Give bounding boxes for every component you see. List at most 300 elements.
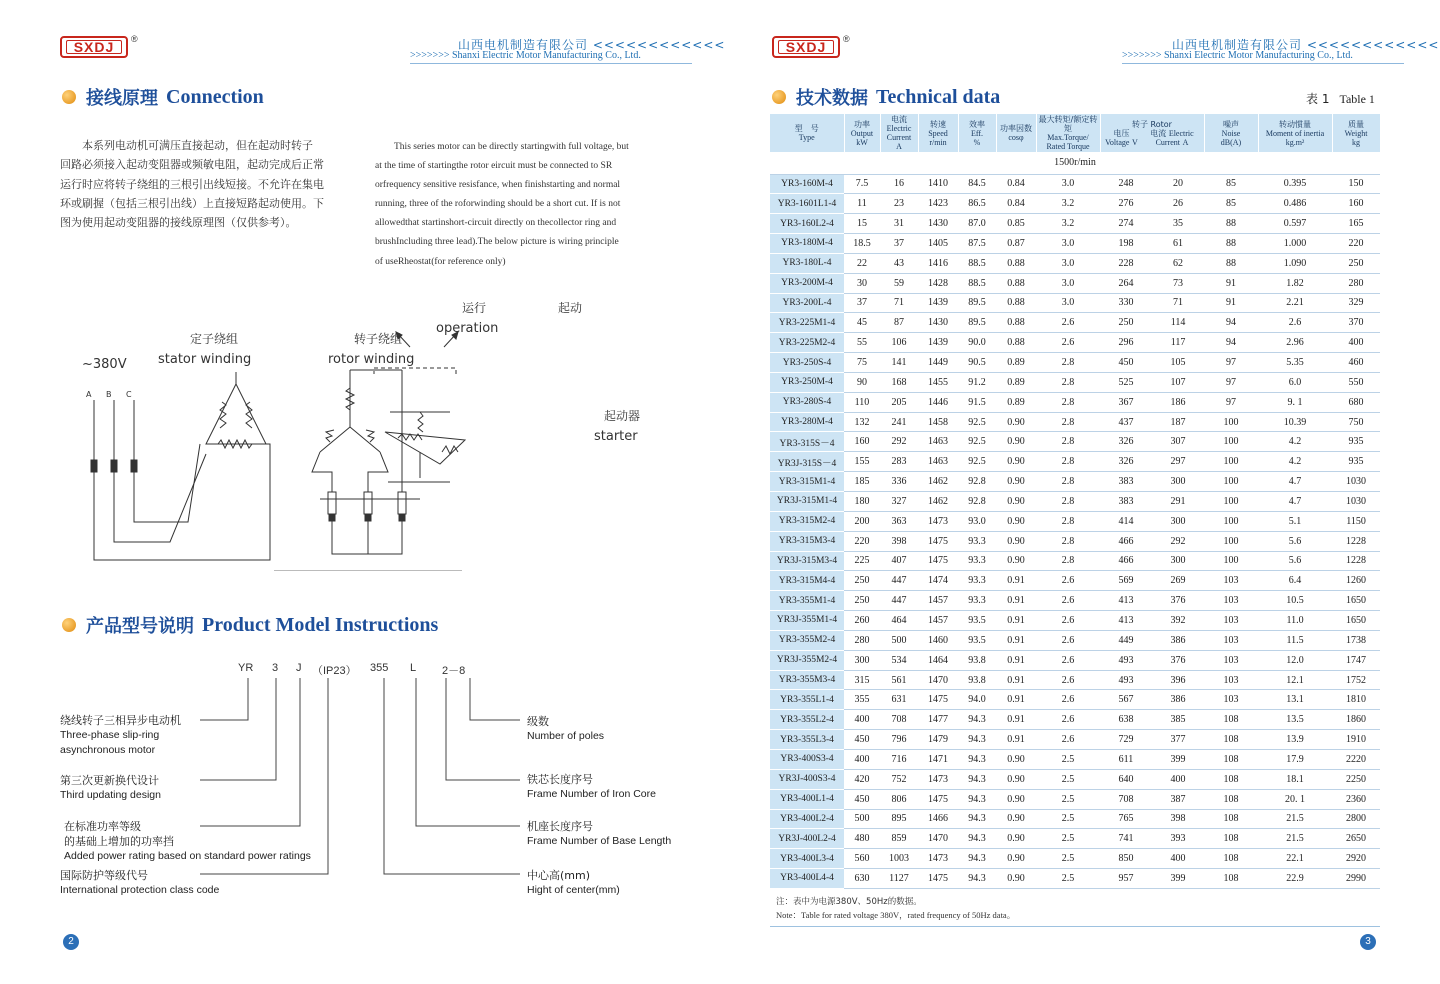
table-cell: 0.84 <box>996 194 1036 214</box>
table-cell: 3.2 <box>1036 214 1100 234</box>
table-cell: 450 <box>1100 353 1152 373</box>
table-cell: 1479 <box>918 730 958 750</box>
table-cell: 274 <box>1100 214 1152 234</box>
table-cell: 45 <box>844 313 880 333</box>
table-cell: 385 <box>1152 710 1204 730</box>
table-row <box>770 551 1380 571</box>
table-cell: 0.89 <box>996 372 1036 392</box>
table-row <box>770 630 1380 650</box>
table-cell: 407 <box>880 551 918 571</box>
table-cell: 31 <box>880 214 918 234</box>
table-cell: 300 <box>1152 511 1204 531</box>
label-power-rating: 在标准功率等级 的基础上增加的功率挡 Added power rating based on standard power ratings <box>64 820 311 862</box>
table-cell: 94.3 <box>958 730 996 750</box>
table-cell: 307 <box>1152 432 1204 452</box>
table-cell: 0.90 <box>996 492 1036 512</box>
page-number: 3 <box>1360 934 1376 950</box>
table-cell: 9. 1 <box>1258 392 1332 412</box>
table-cell: 0.90 <box>996 412 1036 432</box>
table-cell: 91.5 <box>958 392 996 412</box>
table-cell: 413 <box>1100 611 1152 631</box>
table-cell: 376 <box>1152 591 1204 611</box>
table-cell: 1460 <box>918 630 958 650</box>
table-cell: 1457 <box>918 611 958 631</box>
table-cell: 0.90 <box>996 531 1036 551</box>
table-cell: 383 <box>1100 492 1152 512</box>
table-row <box>770 611 1380 631</box>
table-cell: 198 <box>1100 234 1152 254</box>
table-cell: 7.5 <box>844 174 880 194</box>
table-cell: 2650 <box>1332 829 1380 849</box>
table-cell: 20 <box>1152 174 1204 194</box>
table-cell: 1477 <box>918 710 958 730</box>
technical-data-table <box>770 114 1381 889</box>
table-cell: 2.6 <box>1036 730 1100 750</box>
table-cell: 23 <box>880 194 918 214</box>
connection-heading: 接线原理 Connection <box>62 84 264 110</box>
table-cell: 92.5 <box>958 452 996 472</box>
table-cell: 2.8 <box>1036 353 1100 373</box>
table-cell: 1474 <box>918 571 958 591</box>
table-cell: 0.91 <box>996 650 1036 670</box>
table-cell: 187 <box>1152 412 1204 432</box>
table-cell: 400 <box>844 749 880 769</box>
col-rotor: 转子 Rotor 电压 Voltage V 电流 Electric Current A <box>1100 114 1204 152</box>
table-cell: 2.8 <box>1036 372 1100 392</box>
table-cell: 2800 <box>1332 809 1380 829</box>
table-cell: 114 <box>1152 313 1204 333</box>
table-row <box>770 214 1380 234</box>
table-cell: 160 <box>1332 194 1380 214</box>
table-cell: 90.5 <box>958 353 996 373</box>
table-cell: 108 <box>1204 829 1258 849</box>
table-cell: 1446 <box>918 392 958 412</box>
table-cell: 0.88 <box>996 313 1036 333</box>
table-cell: 1473 <box>918 849 958 869</box>
table-row <box>770 234 1380 254</box>
table-cell: 94 <box>1204 313 1258 333</box>
table-cell: 1410 <box>918 174 958 194</box>
table-cell: 17.9 <box>1258 749 1332 769</box>
table-cell: 525 <box>1100 372 1152 392</box>
table-row <box>770 472 1380 492</box>
table-cell: 91 <box>1204 293 1258 313</box>
table-cell: 93.3 <box>958 551 996 571</box>
table-cell: 92.8 <box>958 492 996 512</box>
cell-type: YR3-355M1-4 <box>770 591 844 611</box>
table-cell: 1752 <box>1332 670 1380 690</box>
table-row <box>770 452 1380 472</box>
table-cell: 93.8 <box>958 670 996 690</box>
table-row <box>770 749 1380 769</box>
table-cell: 2.8 <box>1036 412 1100 432</box>
technical-data-heading: 技术数据 Technical data <box>772 84 1000 110</box>
cell-type: YR3-355L2-4 <box>770 710 844 730</box>
table-cell: 2.8 <box>1036 492 1100 512</box>
table-cell: 91 <box>1204 273 1258 293</box>
table-cell: 1475 <box>918 551 958 571</box>
table-cell: 1462 <box>918 492 958 512</box>
table-cell: 0.89 <box>996 392 1036 412</box>
cell-type: YR3J-355M1-4 <box>770 611 844 631</box>
table-cell: 200 <box>844 511 880 531</box>
col-output: 功率 Output kW <box>844 114 880 152</box>
cell-type: YR3-355M3-4 <box>770 670 844 690</box>
svg-text:起动器: 起动器 <box>604 409 641 423</box>
cell-type: YR3-315M1-4 <box>770 472 844 492</box>
cell-type: YR3-200L-4 <box>770 293 844 313</box>
table-cell: 1228 <box>1332 531 1380 551</box>
table-cell: 399 <box>1152 869 1204 889</box>
table-note: 注：表中为电源380V、50Hz的数据。 Note：Table for rated voltage 380V，rated frequency of 50Hz data。 <box>776 897 1016 920</box>
table-cell: 94.0 <box>958 690 996 710</box>
cell-type: YR3-400S3-4 <box>770 749 844 769</box>
table-cell: 108 <box>1204 849 1258 869</box>
table-cell: 105 <box>1152 353 1204 373</box>
table-header-row <box>770 114 1380 152</box>
cell-type: YR3-250S-4 <box>770 353 844 373</box>
table-cell: 37 <box>844 293 880 313</box>
table-cell: 3.2 <box>1036 194 1100 214</box>
table-cell: 1738 <box>1332 630 1380 650</box>
table-cell: 15 <box>844 214 880 234</box>
cell-type: YR3-315S－4 <box>770 432 844 452</box>
cell-type: YR3J-400S3-4 <box>770 769 844 789</box>
table-cell: 413 <box>1100 591 1152 611</box>
table-cell: 100 <box>1204 551 1258 571</box>
table-row <box>770 174 1380 194</box>
table-cell: 1810 <box>1332 690 1380 710</box>
table-cell: 895 <box>880 809 918 829</box>
table-cell: 450 <box>844 789 880 809</box>
code-poles: 2－8 <box>442 665 466 677</box>
table-cell: 73 <box>1152 273 1204 293</box>
table-cell: 260 <box>844 611 880 631</box>
table-cell: 1457 <box>918 591 958 611</box>
cell-type: YR3-180M-4 <box>770 234 844 254</box>
registered-mark: ® <box>843 34 850 44</box>
table-cell: 87.5 <box>958 234 996 254</box>
table-cell: 103 <box>1204 630 1258 650</box>
table-row <box>770 710 1380 730</box>
table-row <box>770 492 1380 512</box>
table-row <box>770 869 1380 889</box>
table-cell: 1416 <box>918 253 958 273</box>
table-cell: 103 <box>1204 670 1258 690</box>
table-cell: 398 <box>880 531 918 551</box>
table-cell: 315 <box>844 670 880 690</box>
table-cell: 1475 <box>918 531 958 551</box>
code-355: 355 <box>370 662 389 674</box>
svg-text:rotor winding: rotor winding <box>328 352 415 367</box>
table-cell: 150 <box>1332 174 1380 194</box>
table-row <box>770 650 1380 670</box>
table-cell: 1470 <box>918 829 958 849</box>
table-cell: 5.1 <box>1258 511 1332 531</box>
table-cell: 0.90 <box>996 769 1036 789</box>
table-cell: 2.5 <box>1036 809 1100 829</box>
table-cell: 292 <box>880 432 918 452</box>
table-cell: 1458 <box>918 412 958 432</box>
table-row <box>770 789 1380 809</box>
table-cell: 89.5 <box>958 313 996 333</box>
table-cell: 2.5 <box>1036 749 1100 769</box>
table-cell: 1463 <box>918 452 958 472</box>
table-cell: 71 <box>880 293 918 313</box>
table-cell: 1455 <box>918 372 958 392</box>
table-cell: 0.90 <box>996 749 1036 769</box>
table-cell: 107 <box>1152 372 1204 392</box>
table-cell: 13.9 <box>1258 730 1332 750</box>
table-cell: 1228 <box>1332 551 1380 571</box>
cell-type: YR3-160M-4 <box>770 174 844 194</box>
code-yr: YR <box>238 662 254 674</box>
table-cell: 765 <box>1100 809 1152 829</box>
table-cell: 0.90 <box>996 472 1036 492</box>
company-logo: SXDJ <box>772 36 840 58</box>
table-cell: 1430 <box>918 214 958 234</box>
table-cell: 850 <box>1100 849 1152 869</box>
table-cell: 400 <box>1152 849 1204 869</box>
table-cell: 464 <box>880 611 918 631</box>
table-cell: 61 <box>1152 234 1204 254</box>
table-cell: 569 <box>1100 571 1152 591</box>
svg-text:C: C <box>126 390 132 399</box>
table-cell: 4.2 <box>1258 432 1332 452</box>
table-cell: 400 <box>844 710 880 730</box>
table-cell: 398 <box>1152 809 1204 829</box>
speed-group-row: 1500r/min <box>770 152 1380 174</box>
table-cell: 94.3 <box>958 749 996 769</box>
connection-text-cn: 本系列电动机可满压直接起动，但在起动时转子 回路必须接入起动变阻器或频敏电阻，起动完成后正常 运行时应将转子绕组的三根引出线短接。不允许在集电 环或刷握（包括三根引出线）上直接短路起动使用。下 图为使用起动变阻器的接线原理图（仅供参考）。 <box>60 139 324 230</box>
table-row <box>770 531 1380 551</box>
table-row <box>770 293 1380 313</box>
table-cell: 400 <box>1152 769 1204 789</box>
table-cell: 2.5 <box>1036 769 1100 789</box>
table-row <box>770 591 1380 611</box>
table-cell: 94 <box>1204 333 1258 353</box>
table-cell: 493 <box>1100 670 1152 690</box>
table-cell: 94.3 <box>958 710 996 730</box>
table-cell: 806 <box>880 789 918 809</box>
table-cell: 165 <box>1332 214 1380 234</box>
table-cell: 3.0 <box>1036 293 1100 313</box>
table-cell: 59 <box>880 273 918 293</box>
svg-text:starter: starter <box>594 429 638 444</box>
svg-text:转子绕组: 转子绕组 <box>354 332 403 346</box>
cell-type: YR3-315M4-4 <box>770 571 844 591</box>
table-cell: 1423 <box>918 194 958 214</box>
table-cell: 97 <box>1204 392 1258 412</box>
table-cell: 1473 <box>918 769 958 789</box>
table-cell: 363 <box>880 511 918 531</box>
table-cell: 1439 <box>918 333 958 353</box>
table-row <box>770 313 1380 333</box>
table-cell: 1470 <box>918 670 958 690</box>
table-cell: 11 <box>844 194 880 214</box>
table-cell: 1260 <box>1332 571 1380 591</box>
cell-type: YR3-400L2-4 <box>770 809 844 829</box>
table-cell: 377 <box>1152 730 1204 750</box>
cell-type: YR3-180L-4 <box>770 253 844 273</box>
table-cell: 93.5 <box>958 630 996 650</box>
table-cell: 3.0 <box>1036 253 1100 273</box>
table-cell: 741 <box>1100 829 1152 849</box>
table-cell: 560 <box>844 849 880 869</box>
table-cell: 2.6 <box>1258 313 1332 333</box>
table-cell: 10.5 <box>1258 591 1332 611</box>
header-rule <box>1122 63 1404 64</box>
table-cell: 5.6 <box>1258 551 1332 571</box>
table-cell: 1475 <box>918 690 958 710</box>
table-cell: 93.3 <box>958 591 996 611</box>
col-weight: 质量 Weight kg <box>1332 114 1380 152</box>
table-cell: 2.6 <box>1036 630 1100 650</box>
table-cell: 630 <box>844 869 880 889</box>
bullet-icon <box>772 90 786 104</box>
table-cell: 228 <box>1100 253 1152 273</box>
table-cell: 94.3 <box>958 869 996 889</box>
table-cell: 1466 <box>918 809 958 829</box>
table-cell: 0.597 <box>1258 214 1332 234</box>
table-cell: 0.88 <box>996 293 1036 313</box>
cell-type: YR3-400L1-4 <box>770 789 844 809</box>
table-cell: 400 <box>1332 333 1380 353</box>
table-row <box>770 690 1380 710</box>
table-cell: 94.3 <box>958 829 996 849</box>
table-cell: 0.395 <box>1258 174 1332 194</box>
cell-type: YR3-250M-4 <box>770 372 844 392</box>
table-cell: 26 <box>1152 194 1204 214</box>
table-cell: 0.91 <box>996 591 1036 611</box>
table-row <box>770 511 1380 531</box>
table-cell: 450 <box>844 730 880 750</box>
table-cell: 155 <box>844 452 880 472</box>
table-cell: 250 <box>844 571 880 591</box>
table-cell: 4.7 <box>1258 472 1332 492</box>
table-cell: 2.6 <box>1036 313 1100 333</box>
col-efficiency: 效率 Eff. % <box>958 114 996 152</box>
table-cell: 0.88 <box>996 253 1036 273</box>
table-cell: 62 <box>1152 253 1204 273</box>
table-cell: 292 <box>1152 531 1204 551</box>
table-cell: 110 <box>844 392 880 412</box>
table-cell: 283 <box>880 452 918 472</box>
table-cell: 5.6 <box>1258 531 1332 551</box>
table-cell: 2.8 <box>1036 452 1100 472</box>
code-l: L <box>410 662 417 674</box>
table-row <box>770 670 1380 690</box>
table-cell: 1428 <box>918 273 958 293</box>
table-cell: 550 <box>1332 372 1380 392</box>
table-cell: 437 <box>1100 412 1152 432</box>
table-cell: 708 <box>1100 789 1152 809</box>
table-cell: 466 <box>1100 531 1152 551</box>
table-cell: 0.90 <box>996 452 1036 472</box>
cell-type: YR3J-355M2-4 <box>770 650 844 670</box>
cell-type: YR3-225M1-4 <box>770 313 844 333</box>
table-cell: 100 <box>1204 531 1258 551</box>
label-iron-core: 铁芯长度序号 Frame Number of Iron Core <box>527 773 656 800</box>
table-cell: 0.91 <box>996 690 1036 710</box>
table-cell: 1003 <box>880 849 918 869</box>
table-cell: 10.39 <box>1258 412 1332 432</box>
table-cell: 1475 <box>918 869 958 889</box>
table-row <box>770 571 1380 591</box>
table-cell: 91.2 <box>958 372 996 392</box>
company-name-cn: 山西电机制造有限公司 <<<<<<<<<<<< <box>1172 38 1440 52</box>
table-cell: 297 <box>1152 452 1204 472</box>
page-number: 2 <box>63 934 79 950</box>
cell-type: YR3-315M2-4 <box>770 511 844 531</box>
table-cell: 88 <box>1204 214 1258 234</box>
table-cell: 2.8 <box>1036 551 1100 571</box>
voltage-label: ~380V <box>82 357 127 372</box>
table-cell: 37 <box>880 234 918 254</box>
table-cell: 86.5 <box>958 194 996 214</box>
table-cell: 480 <box>844 829 880 849</box>
table-cell: 94.3 <box>958 769 996 789</box>
table-cell: 55 <box>844 333 880 353</box>
table-cell: 2250 <box>1332 769 1380 789</box>
table-cell: 0.85 <box>996 214 1036 234</box>
table-cell: 1430 <box>918 313 958 333</box>
table-cell: 2.6 <box>1036 591 1100 611</box>
table-cell: 20. 1 <box>1258 789 1332 809</box>
table-cell: 392 <box>1152 611 1204 631</box>
table-cell: 386 <box>1152 630 1204 650</box>
table-cell: 1030 <box>1332 492 1380 512</box>
table-cell: 85 <box>1204 194 1258 214</box>
table-cell: 0.90 <box>996 789 1036 809</box>
table-cell: 93.5 <box>958 611 996 631</box>
table-cell: 396 <box>1152 670 1204 690</box>
table-cell: 220 <box>1332 234 1380 254</box>
table-cell: 393 <box>1152 829 1204 849</box>
table-cell: 186 <box>1152 392 1204 412</box>
table-cell: 1650 <box>1332 611 1380 631</box>
table-cell: 88 <box>1204 253 1258 273</box>
table-cell: 0.90 <box>996 849 1036 869</box>
svg-text:stator winding: stator winding <box>158 352 252 367</box>
table-cell: 1030 <box>1332 472 1380 492</box>
table-cell: 2.5 <box>1036 869 1100 889</box>
table-cell: 93.0 <box>958 511 996 531</box>
table-cell: 141 <box>880 353 918 373</box>
table-cell: 935 <box>1332 452 1380 472</box>
table-cell: 2.8 <box>1036 472 1100 492</box>
table-cell: 0.91 <box>996 710 1036 730</box>
table-cell: 90.0 <box>958 333 996 353</box>
table-cell: 716 <box>880 749 918 769</box>
table-cell: 35 <box>1152 214 1204 234</box>
table-caption: 表 1 Table 1 <box>1306 92 1375 106</box>
table-cell: 0.90 <box>996 511 1036 531</box>
registered-mark: ® <box>131 34 138 44</box>
table-cell: 18.1 <box>1258 769 1332 789</box>
table-cell: 729 <box>1100 730 1152 750</box>
svg-text:定子绕组: 定子绕组 <box>190 332 239 346</box>
table-cell: 1471 <box>918 749 958 769</box>
table-cell: 241 <box>880 412 918 432</box>
cell-type: YR3J-400L2-4 <box>770 829 844 849</box>
table-cell: 100 <box>1204 452 1258 472</box>
table-cell: 2.6 <box>1036 333 1100 353</box>
cell-type: YR3-160L2-4 <box>770 214 844 234</box>
table-cell: 2.6 <box>1036 670 1100 690</box>
cell-type: YR3-225M2-4 <box>770 333 844 353</box>
table-cell: 117 <box>1152 333 1204 353</box>
